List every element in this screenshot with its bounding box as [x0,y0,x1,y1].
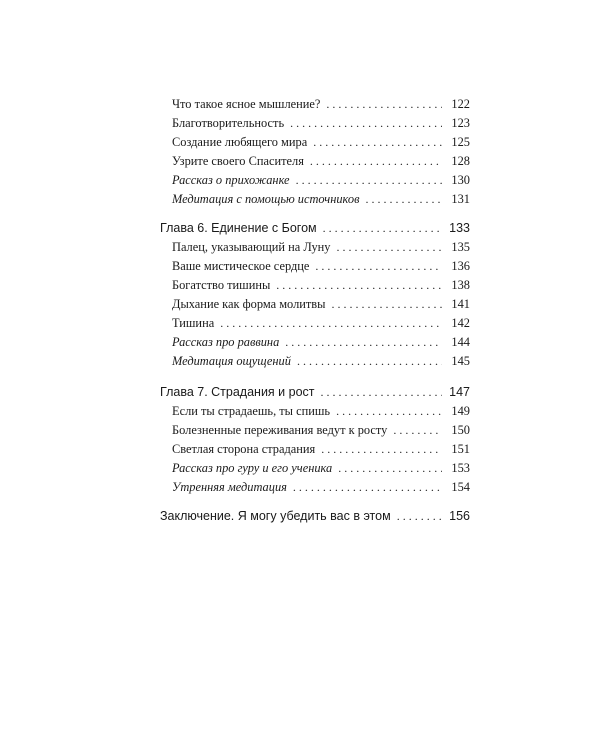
toc-entry-page: 154 [451,480,470,494]
toc-entry-title: Богатство тишины [172,278,271,292]
toc-entry [160,456,470,476]
toc-entry [160,437,470,457]
toc-entry [160,349,470,369]
dot-leader [276,278,442,293]
toc-entry-title: Светлая сторона страдания [172,442,316,456]
toc-entry-title: Медитация с помощью источников [172,192,360,206]
dot-leader [326,97,442,112]
dot-leader [393,423,442,438]
toc-chapter-page: 147 [449,385,470,399]
toc-entry-title: Создание любящего мира [172,135,308,149]
dot-leader [323,221,442,236]
toc-entry-title: Утренняя медитация [172,480,287,494]
toc-chapter-title: Глава 7. Страдания и рост [160,385,315,399]
toc-chapter [160,216,470,236]
toc-entry [160,292,470,312]
dot-leader [337,240,442,255]
toc-entry-title: Дыхание как форма молитвы [172,297,326,311]
toc-entry-title: Рассказ про гуру и его ученика [172,461,333,475]
toc-entry-title: Болезненные переживания ведут к росту [172,423,388,437]
dot-leader [297,354,442,369]
dot-leader [290,116,442,131]
dot-leader [336,404,442,419]
dot-leader [321,385,443,400]
dot-leader [296,173,442,188]
toc-entry-page: 123 [451,116,470,130]
toc-entry-title: Благотворительность [172,116,285,130]
toc-entry-title: Палец, указывающий на Луну [172,240,331,254]
toc-entry-page: 151 [451,442,470,456]
toc-entry-page: 131 [451,192,470,206]
toc-entry [160,399,470,419]
toc-entry-title: Узрите своего Спасителя [172,154,304,168]
toc-entry-title: Что такое ясное мышление? [172,97,321,111]
toc-entry [160,130,470,150]
dot-leader [220,316,442,331]
dot-leader [285,335,442,350]
toc-entry-page: 136 [451,259,470,273]
dot-leader [331,297,442,312]
toc-conclusion [160,504,470,524]
dot-leader [365,192,442,207]
toc-entry-title: Рассказ о прихожанке [172,173,290,187]
toc-entry-page: 145 [451,354,470,368]
toc-entry [160,311,470,331]
dot-leader [321,442,442,457]
toc-entry-page: 150 [451,423,470,437]
toc-entry [160,418,470,438]
toc-conclusion-page: 156 [449,509,470,523]
toc-entry-title: Рассказ про раввина [172,335,280,349]
toc-chapter-page: 133 [449,221,470,235]
toc-entry-title: Ваше мистическое сердце [172,259,310,273]
toc-conclusion-title: Заключение. Я могу убедить вас в этом [160,509,391,523]
toc-entry [160,273,470,293]
toc-entry-page: 128 [451,154,470,168]
toc-entry [160,168,470,188]
toc-entry [160,475,470,495]
toc-entry-page: 138 [451,278,470,292]
dot-leader [310,154,442,169]
toc-entry [160,149,470,169]
toc-entry-page: 149 [451,404,470,418]
toc-entry-page: 125 [451,135,470,149]
toc-entry-page: 135 [451,240,470,254]
toc-entry-page: 142 [451,316,470,330]
toc-chapter-title: Глава 6. Единение с Богом [160,221,317,235]
dot-leader [338,461,442,476]
toc-entry-page: 144 [451,335,470,349]
toc-entry [160,235,470,255]
toc-entry-page: 130 [451,173,470,187]
dot-leader [293,480,442,495]
toc-entry [160,92,470,112]
dot-leader [315,259,442,274]
dot-leader [397,509,442,524]
toc-entry-page: 122 [451,97,470,111]
toc-entry-title: Медитация ощущений [172,354,291,368]
toc-entry-page: 141 [451,297,470,311]
toc-entry-title: Тишина [172,316,215,330]
dot-leader [313,135,442,150]
toc-entry [160,111,470,131]
toc-entry-page: 153 [451,461,470,475]
toc-entry [160,254,470,274]
toc-entry [160,187,470,207]
toc-entry-title: Если ты страдаешь, ты спишь [172,404,331,418]
toc-entry [160,330,470,350]
toc-chapter [160,380,470,400]
